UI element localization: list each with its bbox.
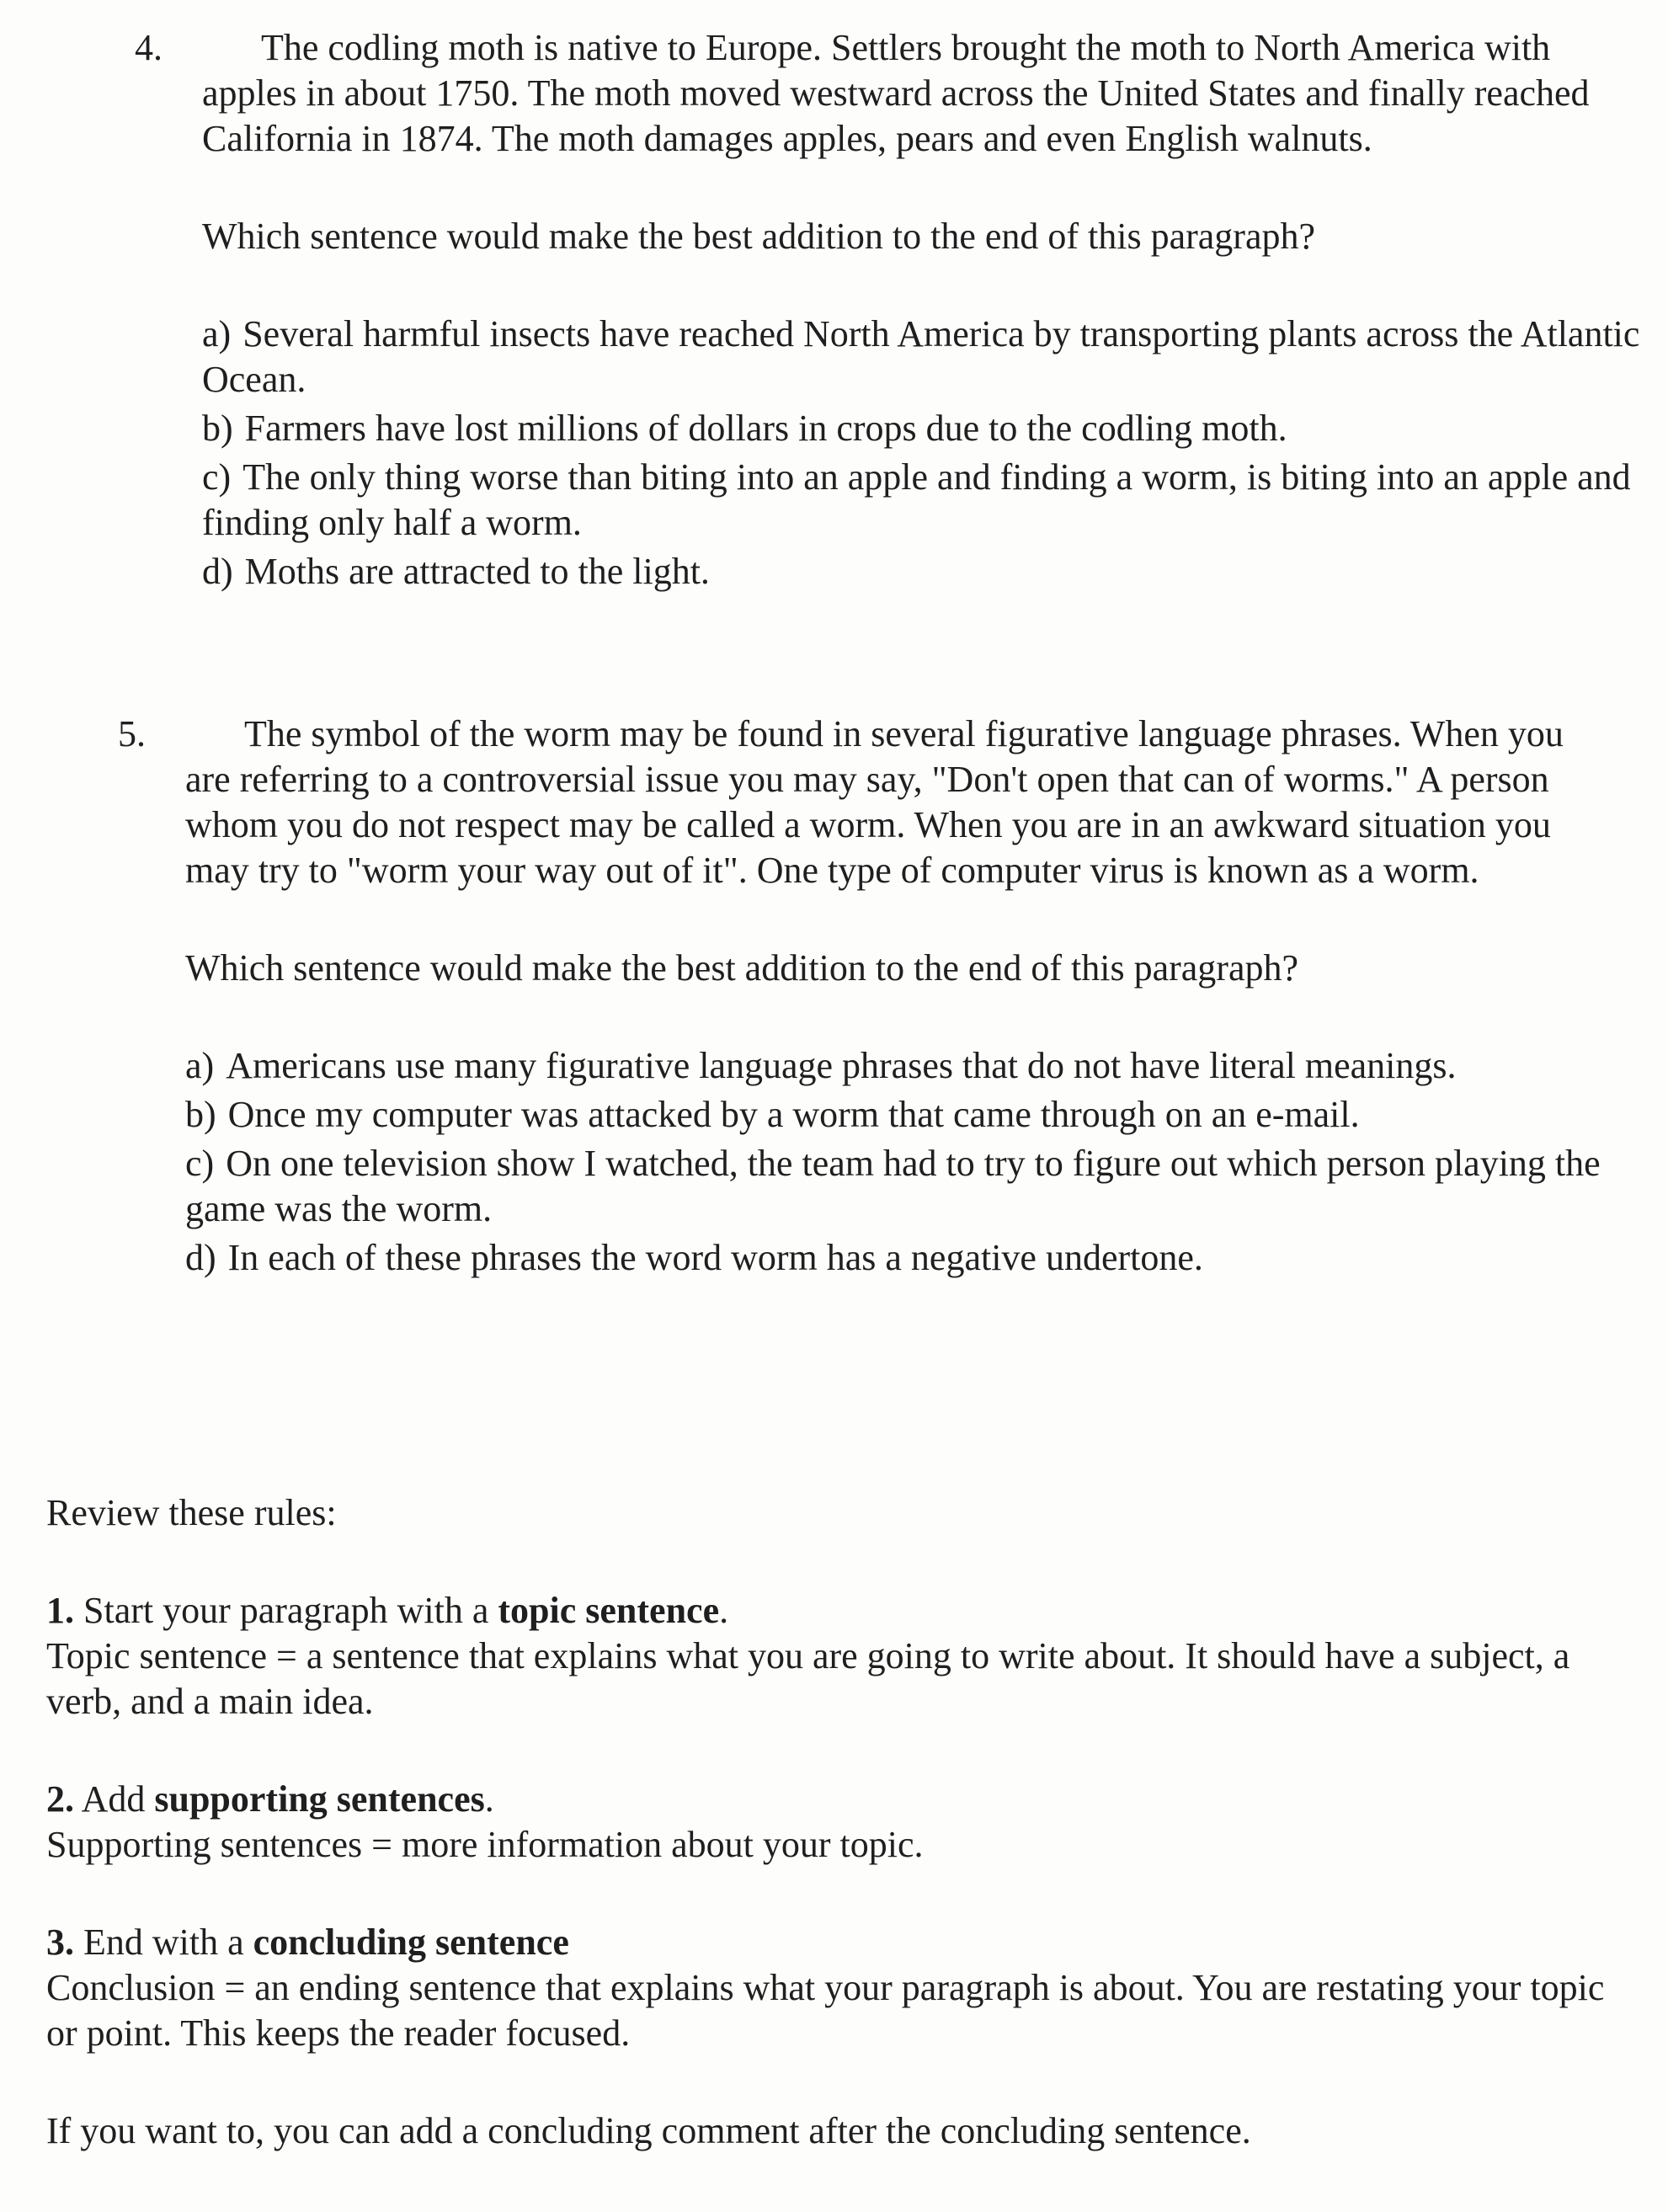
rule-lead: Start your paragraph with a — [83, 1590, 489, 1631]
answer-option-c[interactable] — [202, 455, 1650, 546]
option-text: Americans use many figurative language phrases that do not have literal meanings. — [226, 1045, 1457, 1086]
closing-note: If you want to, you can add a concluding comment after the concluding sentence. — [46, 2110, 1251, 2151]
question-5 — [118, 712, 1650, 1284]
rule-definition: Conclusion = an ending sentence that explains what your paragraph is about. You are restating your topic or point. This keeps the reader focused. — [46, 1967, 1605, 2054]
rule-title — [46, 1777, 1629, 1822]
rule-number: 1. — [46, 1590, 74, 1631]
answer-options — [202, 312, 1650, 594]
rule-3 — [46, 1920, 1629, 2056]
rule-definition: Supporting sentences = more information about your topic. — [46, 1824, 924, 1865]
option-letter: a) — [202, 313, 232, 354]
question-number: 4. — [135, 27, 163, 68]
answer-option-b[interactable] — [185, 1092, 1633, 1138]
rule-title — [46, 1588, 1629, 1634]
question-passage: The symbol of the worm may be found in several figurative language phrases. When you are referring to a controversial issue you may say, "Don't open that can of worms." A person whom you do not respect may be called a worm. When you are in an awkward situation you may try to "worm your way out of it". One type of computer virus is known as a worm. — [185, 713, 1564, 891]
rules-section — [46, 1490, 1629, 2154]
option-letter: d) — [185, 1237, 216, 1278]
option-letter: c) — [185, 1143, 215, 1184]
option-letter: d) — [202, 551, 233, 592]
rule-lead: End with a — [83, 1922, 244, 1963]
question-number: 5. — [118, 713, 146, 754]
option-text: Once my computer was attacked by a worm that came through on an e-mail. — [227, 1094, 1360, 1135]
question-passage: The codling moth is native to Europe. Settlers brought the moth to North America with apples in about 1750. The moth moved westward across the United States and finally reached California in 1874. The moth damages apples, pears and even English walnuts. — [202, 27, 1590, 159]
rule-lead: Add — [81, 1778, 146, 1820]
rule-keyword: concluding sentence — [253, 1922, 569, 1963]
rule-number: 3. — [46, 1922, 74, 1963]
option-text: On one television show I watched, the team had to try to figure out which person playing the game was the worm. — [185, 1143, 1601, 1229]
answer-option-a[interactable] — [185, 1043, 1633, 1089]
answer-option-d[interactable] — [185, 1235, 1633, 1281]
answer-option-c[interactable] — [185, 1141, 1633, 1232]
rule-keyword: topic sentence — [498, 1590, 720, 1631]
option-text: Farmers have lost millions of dollars in crops due to the codling moth. — [244, 408, 1287, 449]
answer-option-a[interactable] — [202, 312, 1650, 402]
rule-end: . — [484, 1778, 494, 1820]
option-letter: a) — [185, 1045, 215, 1086]
rule-1 — [46, 1588, 1629, 1724]
rule-keyword: supporting sentences — [154, 1778, 485, 1820]
option-letter: c) — [202, 456, 232, 498]
option-letter: b) — [202, 408, 233, 449]
question-4 — [135, 25, 1667, 598]
rule-end: . — [719, 1590, 729, 1631]
question-prompt: Which sentence would make the best addition to the end of this paragraph? — [185, 947, 1299, 989]
rule-number: 2. — [46, 1778, 74, 1820]
option-letter: b) — [185, 1094, 216, 1135]
option-text: The only thing worse than biting into an apple and finding a worm, is biting into an apple and finding only half a worm. — [202, 456, 1631, 543]
rule-2 — [46, 1777, 1629, 1868]
answer-options — [185, 1043, 1633, 1281]
option-text: Several harmful insects have reached North America by transporting plants across the Atlantic Ocean. — [202, 313, 1640, 400]
rules-heading: Review these rules: — [46, 1492, 337, 1533]
option-text: Moths are attracted to the light. — [244, 551, 710, 592]
question-prompt: Which sentence would make the best addition to the end of this paragraph? — [202, 216, 1316, 257]
answer-option-d[interactable] — [202, 549, 1650, 594]
answer-option-b[interactable] — [202, 406, 1650, 451]
option-text: In each of these phrases the word worm has a negative undertone. — [227, 1237, 1203, 1278]
rule-definition: Topic sentence = a sentence that explains what you are going to write about. It should have a subject, a verb, and a main idea. — [46, 1635, 1570, 1722]
rule-title — [46, 1920, 1629, 1965]
